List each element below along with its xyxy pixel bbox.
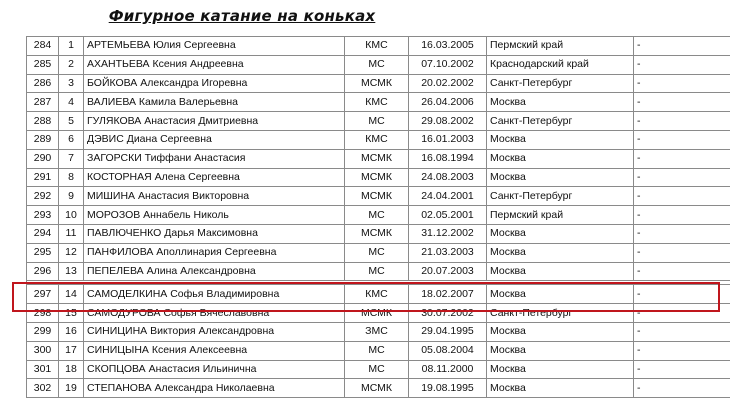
row-index-cell: 12 (59, 243, 84, 262)
region-cell: Москва (487, 341, 634, 360)
note-cell: - (634, 168, 730, 187)
region-cell: Пермский край (487, 37, 634, 56)
sport-rank-cell: МС (345, 112, 409, 131)
sport-rank-cell: КМС (345, 130, 409, 149)
sport-rank-cell: МСМК (345, 304, 409, 323)
region-cell: Пермский край (487, 206, 634, 225)
note-cell: - (634, 74, 730, 93)
birth-date-cell: 16.01.2003 (409, 130, 487, 149)
row-number-cell: 299 (27, 322, 59, 341)
table-row (27, 304, 730, 323)
row-number-cell: 286 (27, 74, 59, 93)
row-index-cell: 4 (59, 93, 84, 112)
row-index-cell: 1 (59, 37, 84, 56)
row-number-cell: 289 (27, 130, 59, 149)
sport-rank-cell: МСМК (345, 187, 409, 206)
row-number-cell: 302 (27, 379, 59, 398)
row-index-cell: 5 (59, 112, 84, 131)
note-cell: - (634, 130, 730, 149)
sport-rank-cell: КМС (345, 37, 409, 56)
row-index-cell: 16 (59, 322, 84, 341)
athlete-name-cell: ПАВЛЮЧЕНКО Дарья Максимовна (84, 224, 345, 243)
table-row (27, 55, 730, 74)
sport-rank-cell: МС (345, 360, 409, 379)
row-index-cell: 3 (59, 74, 84, 93)
sport-rank-cell: МС (345, 206, 409, 225)
athlete-name-cell: КОСТОРНАЯ Алена Сергеевна (84, 168, 345, 187)
sport-rank-cell: ЗМС (345, 322, 409, 341)
note-cell: - (634, 55, 730, 74)
table-row (27, 187, 730, 206)
row-number-cell: 284 (27, 37, 59, 56)
row-index-cell: 19 (59, 379, 84, 398)
note-cell: - (634, 262, 730, 281)
birth-date-cell: 18.02.2007 (409, 285, 487, 304)
sport-rank-cell: МС (345, 262, 409, 281)
region-cell: Санкт-Петербург (487, 74, 634, 93)
athlete-name-cell: БОЙКОВА Александра Игоревна (84, 74, 345, 93)
note-cell: - (634, 360, 730, 379)
athlete-name-cell: СТЕПАНОВА Александра Николаевна (84, 379, 345, 398)
row-number-cell: 300 (27, 341, 59, 360)
athlete-name-cell: АРТЕМЬЕВА Юлия Сергеевна (84, 37, 345, 56)
note-cell: - (634, 224, 730, 243)
table-row (27, 149, 730, 168)
region-cell: Москва (487, 379, 634, 398)
row-index-cell: 6 (59, 130, 84, 149)
table-row (27, 130, 730, 149)
region-cell: Санкт-Петербург (487, 187, 634, 206)
row-number-cell: 293 (27, 206, 59, 225)
row-number-cell: 285 (27, 55, 59, 74)
row-index-cell: 10 (59, 206, 84, 225)
birth-date-cell: 30.07.2002 (409, 304, 487, 323)
row-number-cell: 295 (27, 243, 59, 262)
row-number-cell: 297 (27, 285, 59, 304)
note-cell: - (634, 304, 730, 323)
athlete-name-cell: ЗАГОРСКИ Тиффани Анастасия (84, 149, 345, 168)
birth-date-cell: 26.04.2006 (409, 93, 487, 112)
note-cell: - (634, 206, 730, 225)
region-cell: Краснодарский край (487, 55, 634, 74)
athlete-name-cell: ПЕПЕЛЕВА Алина Александровна (84, 262, 345, 281)
note-cell: - (634, 112, 730, 131)
row-number-cell: 291 (27, 168, 59, 187)
table-row (27, 206, 730, 225)
page-title: Фигурное катание на коньках (108, 7, 376, 25)
row-index-cell: 9 (59, 187, 84, 206)
table-row (27, 224, 730, 243)
region-cell: Москва (487, 93, 634, 112)
athlete-name-cell: МОРОЗОВ Аннабель Николь (84, 206, 345, 225)
note-cell: - (634, 285, 730, 304)
table-row (27, 243, 730, 262)
athlete-name-cell: АХАНТЬЕВА Ксения Андреевна (84, 55, 345, 74)
table-row (27, 168, 730, 187)
birth-date-cell: 31.12.2002 (409, 224, 487, 243)
region-cell: Санкт-Петербург (487, 304, 634, 323)
region-cell: Москва (487, 360, 634, 379)
region-cell: Санкт-Петербург (487, 112, 634, 131)
birth-date-cell: 16.08.1994 (409, 149, 487, 168)
row-index-cell: 18 (59, 360, 84, 379)
region-cell: Москва (487, 262, 634, 281)
sport-rank-cell: МСМК (345, 168, 409, 187)
athlete-table (26, 36, 730, 398)
note-cell: - (634, 149, 730, 168)
row-number-cell: 301 (27, 360, 59, 379)
table-row (27, 360, 730, 379)
note-cell: - (634, 187, 730, 206)
birth-date-cell: 02.05.2001 (409, 206, 487, 225)
region-cell: Москва (487, 149, 634, 168)
athlete-name-cell: СИНИЦЫНА Ксения Алексеевна (84, 341, 345, 360)
row-index-cell: 14 (59, 285, 84, 304)
note-cell: - (634, 93, 730, 112)
sport-rank-cell: МСМК (345, 74, 409, 93)
athlete-name-cell: ДЭВИС Диана Сергеевна (84, 130, 345, 149)
row-index-cell: 15 (59, 304, 84, 323)
table-row (27, 341, 730, 360)
row-number-cell: 298 (27, 304, 59, 323)
birth-date-cell: 16.03.2005 (409, 37, 487, 56)
row-number-cell: 294 (27, 224, 59, 243)
sport-rank-cell: МСМК (345, 379, 409, 398)
sport-rank-cell: МС (345, 55, 409, 74)
region-cell: Москва (487, 243, 634, 262)
birth-date-cell: 08.11.2000 (409, 360, 487, 379)
note-cell: - (634, 341, 730, 360)
row-index-cell: 8 (59, 168, 84, 187)
sport-rank-cell: КМС (345, 285, 409, 304)
sport-rank-cell: МСМК (345, 224, 409, 243)
sport-rank-cell: КМС (345, 93, 409, 112)
birth-date-cell: 07.10.2002 (409, 55, 487, 74)
birth-date-cell: 20.02.2002 (409, 74, 487, 93)
birth-date-cell: 21.03.2003 (409, 243, 487, 262)
row-index-cell: 11 (59, 224, 84, 243)
table-row (27, 112, 730, 131)
birth-date-cell: 24.04.2001 (409, 187, 487, 206)
row-index-cell: 17 (59, 341, 84, 360)
athlete-name-cell: ПАНФИЛОВА Аполлинария Сергеевна (84, 243, 345, 262)
region-cell: Москва (487, 322, 634, 341)
sport-rank-cell: МС (345, 341, 409, 360)
row-number-cell: 287 (27, 93, 59, 112)
region-cell: Москва (487, 224, 634, 243)
table-row (27, 74, 730, 93)
row-number-cell: 290 (27, 149, 59, 168)
sport-rank-cell: МСМК (345, 149, 409, 168)
row-index-cell: 2 (59, 55, 84, 74)
note-cell: - (634, 379, 730, 398)
birth-date-cell: 05.08.2004 (409, 341, 487, 360)
table-row (27, 379, 730, 398)
sport-rank-cell: МС (345, 243, 409, 262)
table-row (27, 37, 730, 56)
table-row (27, 93, 730, 112)
row-number-cell: 288 (27, 112, 59, 131)
athlete-name-cell: САМОДУРОВА Софья Вячеславовна (84, 304, 345, 323)
table-row (27, 285, 730, 304)
row-number-cell: 292 (27, 187, 59, 206)
note-cell: - (634, 37, 730, 56)
table-row (27, 322, 730, 341)
region-cell: Москва (487, 285, 634, 304)
athlete-name-cell: ВАЛИЕВА Камила Валерьевна (84, 93, 345, 112)
birth-date-cell: 29.08.2002 (409, 112, 487, 131)
row-index-cell: 13 (59, 262, 84, 281)
region-cell: Москва (487, 130, 634, 149)
athlete-name-cell: СКОПЦОВА Анастасия Ильинична (84, 360, 345, 379)
birth-date-cell: 20.07.2003 (409, 262, 487, 281)
table-row (27, 262, 730, 281)
athlete-name-cell: СИНИЦИНА Виктория Александровна (84, 322, 345, 341)
athlete-name-cell: САМОДЕЛКИНА Софья Владимировна (84, 285, 345, 304)
birth-date-cell: 24.08.2003 (409, 168, 487, 187)
row-index-cell: 7 (59, 149, 84, 168)
athlete-name-cell: ГУЛЯКОВА Анастасия Дмитриевна (84, 112, 345, 131)
note-cell: - (634, 322, 730, 341)
row-number-cell: 296 (27, 262, 59, 281)
region-cell: Москва (487, 168, 634, 187)
birth-date-cell: 19.08.1995 (409, 379, 487, 398)
note-cell: - (634, 243, 730, 262)
athlete-name-cell: МИШИНА Анастасия Викторовна (84, 187, 345, 206)
birth-date-cell: 29.04.1995 (409, 322, 487, 341)
